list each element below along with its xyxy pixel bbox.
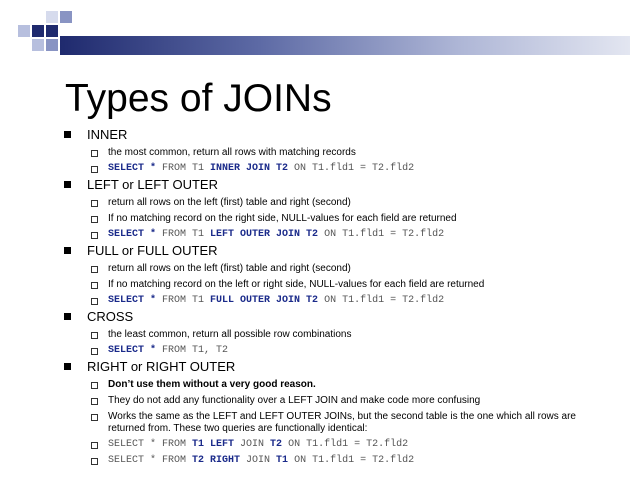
section	[64, 127, 609, 175]
square-bullet-icon	[64, 247, 71, 254]
checkbox-bullet-icon	[91, 216, 98, 223]
sql-text: ON T1.fld1 = T2.fld2	[288, 455, 415, 466]
decor-square-icon	[18, 25, 30, 37]
sql-code	[108, 345, 609, 357]
sql-keyword: T2 RIGHT	[192, 455, 241, 466]
checkbox-bullet-icon	[91, 298, 98, 305]
sub-bullet-item	[91, 279, 609, 291]
sub-bullet-item	[91, 229, 609, 241]
sql-text: ON T1.fld1 = T2.fld2	[282, 439, 409, 450]
sql-code	[108, 229, 609, 241]
sql-keyword: SELECT *	[108, 163, 157, 174]
section	[64, 359, 609, 467]
section-heading	[64, 243, 609, 259]
sql-keyword: T2	[270, 439, 283, 450]
checkbox-bullet-icon	[91, 232, 98, 239]
sql-text: FROM T1	[156, 295, 211, 306]
sub-bullet-item	[91, 213, 609, 225]
decor-square-icon	[46, 11, 58, 23]
sub-bullet-text: They do not add any functionality over a LEFT JOIN and make code more confusing	[108, 395, 481, 406]
sub-bullet-text: If no matching record on the left or right side, NULL-values for each field are returned	[108, 279, 485, 290]
checkbox-bullet-icon	[91, 414, 98, 421]
section-heading-text: FULL or FULL OUTER	[87, 243, 218, 258]
sub-bullet-item	[91, 295, 609, 307]
decor-square-icon	[46, 25, 58, 37]
sub-bullet-item	[91, 345, 609, 357]
checkbox-bullet-icon	[91, 458, 98, 465]
square-bullet-icon	[64, 313, 71, 320]
sub-bullet-item	[91, 395, 609, 407]
sub-bullet-item	[91, 439, 609, 451]
sql-keyword: FULL OUTER JOIN T2	[210, 295, 319, 306]
section-heading	[64, 177, 609, 193]
sql-text: ON T1.fld1 = T2.fld2	[318, 295, 445, 306]
sql-keyword: LEFT OUTER JOIN T2	[210, 229, 319, 240]
checkbox-bullet-icon	[91, 266, 98, 273]
sql-text: ON T1.fld1 = T2.fld2	[288, 163, 415, 174]
sql-text: FROM T1, T2	[156, 345, 229, 356]
sql-code	[108, 163, 609, 175]
sql-text: JOIN	[234, 439, 271, 450]
section-heading-text: LEFT or LEFT OUTER	[87, 177, 218, 192]
square-bullet-icon	[64, 131, 71, 138]
sql-text: SELECT * FROM	[108, 439, 193, 450]
section-heading-text: CROSS	[87, 309, 134, 324]
sql-text: JOIN	[240, 455, 277, 466]
sql-text: FROM T1	[156, 163, 211, 174]
square-bullet-icon	[64, 363, 71, 370]
section-heading	[64, 359, 609, 375]
header-gradient-bar	[60, 36, 630, 55]
checkbox-bullet-icon	[91, 150, 98, 157]
section-heading	[64, 309, 609, 325]
sub-bullet-text: the most common, return all rows with matching records	[108, 147, 356, 158]
sql-keyword: SELECT *	[108, 345, 157, 356]
section-heading-text: INNER	[87, 127, 128, 142]
sub-bullet-text: If no matching record on the right side, NULL-values for each field are returned	[108, 213, 457, 224]
sub-bullet-item	[91, 329, 609, 341]
decor-square-icon	[32, 25, 44, 37]
sub-bullet-item	[91, 411, 609, 435]
checkbox-bullet-icon	[91, 442, 98, 449]
slide-body	[64, 125, 609, 467]
section-heading	[64, 127, 609, 143]
decor-square-icon	[60, 11, 72, 23]
slide-title: Types of JOINs	[65, 77, 332, 120]
sub-bullet-text: return all rows on the left (first) table and right (second)	[108, 197, 351, 208]
sub-bullet-item	[91, 455, 609, 467]
section	[64, 243, 609, 307]
decor-square-icon	[32, 39, 44, 51]
section-heading-text: RIGHT or RIGHT OUTER	[87, 359, 236, 374]
decor-square-icon	[46, 39, 58, 51]
sql-text: FROM T1	[156, 229, 211, 240]
sql-code	[108, 295, 609, 307]
sql-text: SELECT * FROM	[108, 455, 193, 466]
sql-keyword: INNER JOIN T2	[210, 163, 289, 174]
checkbox-bullet-icon	[91, 382, 98, 389]
sql-text: ON T1.fld1 = T2.fld2	[318, 229, 445, 240]
section	[64, 177, 609, 241]
checkbox-bullet-icon	[91, 166, 98, 173]
sub-bullet-text: the least common, return all possible row combinations	[108, 329, 352, 340]
sub-bullet-item	[91, 379, 609, 391]
sub-bullet-text: return all rows on the left (first) table and right (second)	[108, 263, 351, 274]
square-bullet-icon	[64, 181, 71, 188]
sub-bullet-item	[91, 197, 609, 209]
sql-code	[108, 455, 609, 467]
sub-bullet-item	[91, 263, 609, 275]
checkbox-bullet-icon	[91, 348, 98, 355]
sub-bullet-item	[91, 163, 609, 175]
sql-code	[108, 439, 609, 451]
sql-keyword: T1 LEFT	[192, 439, 235, 450]
checkbox-bullet-icon	[91, 332, 98, 339]
sub-bullet-text: Don’t use them without a very good reason.	[108, 379, 316, 390]
section	[64, 309, 609, 357]
checkbox-bullet-icon	[91, 282, 98, 289]
sub-bullet-item	[91, 147, 609, 159]
sql-keyword: T1	[276, 455, 289, 466]
checkbox-bullet-icon	[91, 398, 98, 405]
sql-keyword: SELECT *	[108, 229, 157, 240]
sub-bullet-text: Works the same as the LEFT and LEFT OUTER JOINs, but the second table is the one which all rows are returned from. These two queries are functionally identical:	[108, 411, 576, 434]
sql-keyword: SELECT *	[108, 295, 157, 306]
checkbox-bullet-icon	[91, 200, 98, 207]
